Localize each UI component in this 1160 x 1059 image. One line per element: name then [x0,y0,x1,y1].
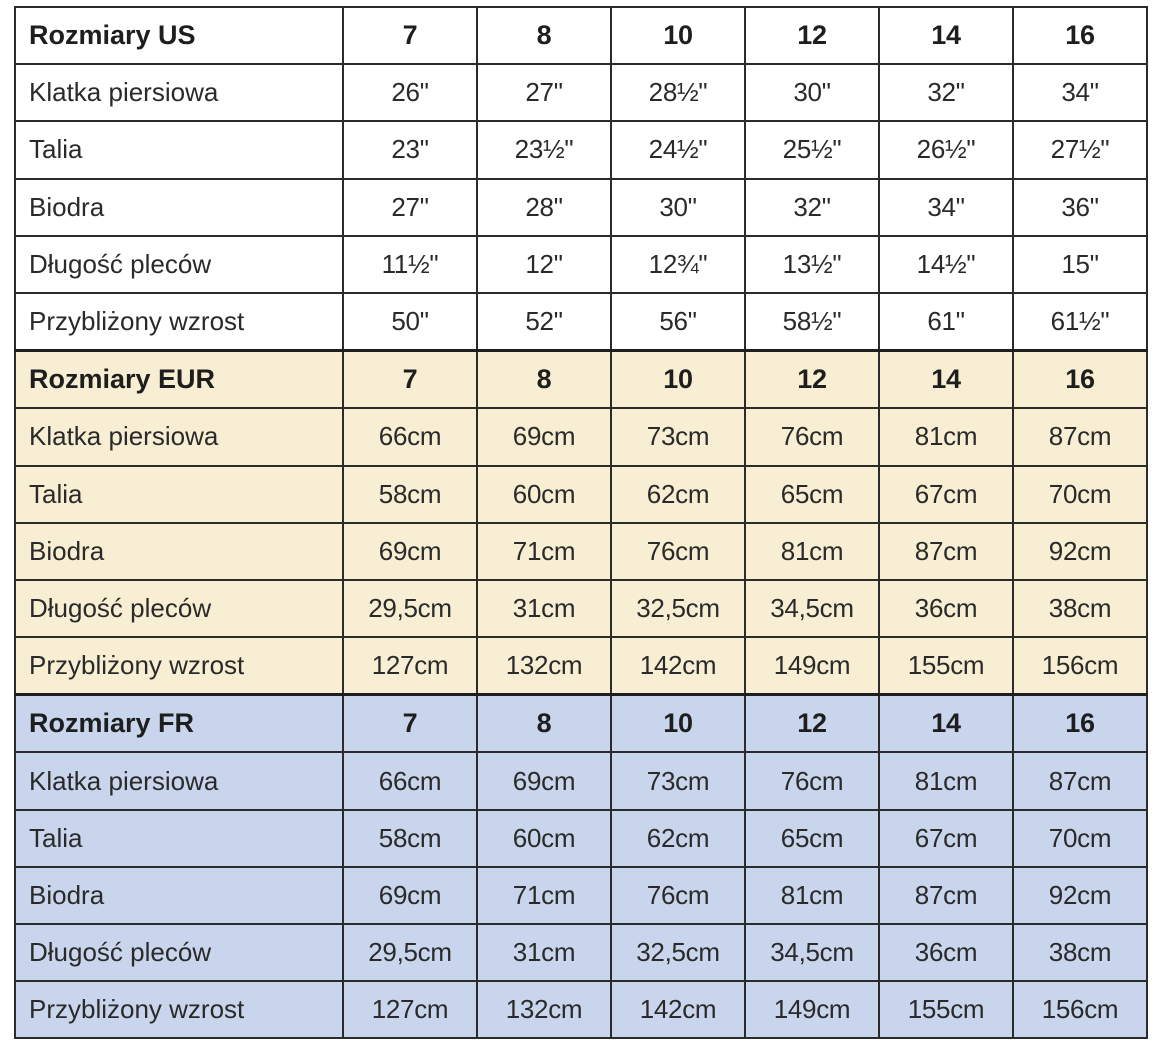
measurement-value: 34,5cm [745,580,879,637]
measurement-value: 58cm [343,810,477,867]
measurement-value: 92cm [1013,523,1147,580]
size-header-cell: 7 [343,7,477,64]
size-header-cell: 12 [745,695,879,753]
measurement-value: 92cm [1013,867,1147,924]
measurement-label: Talia [15,810,343,867]
measurement-value: 31cm [477,580,611,637]
measurement-value: 81cm [745,867,879,924]
measurement-value: 66cm [343,408,477,465]
measurement-value: 65cm [745,810,879,867]
measurement-value: 32" [879,64,1013,121]
measurement-label: Przybliżony wzrost [15,293,343,351]
measurement-value: 13½" [745,236,879,293]
size-header-cell: 7 [343,695,477,753]
measurement-value: 15" [1013,236,1147,293]
size-header-cell: 16 [1013,7,1147,64]
measurement-value: 87cm [879,523,1013,580]
measurement-label: Biodra [15,179,343,236]
section-heading: Rozmiary US [15,7,343,64]
measurement-value: 62cm [611,810,745,867]
measurement-value: 149cm [745,981,879,1038]
measurement-value: 132cm [477,981,611,1038]
size-header-cell: 10 [611,7,745,64]
measurement-value: 56" [611,293,745,351]
measurement-value: 67cm [879,810,1013,867]
measurement-value: 73cm [611,408,745,465]
measurement-value: 81cm [879,752,1013,809]
measurement-value: 60cm [477,810,611,867]
measurement-value: 61" [879,293,1013,351]
measurement-value: 38cm [1013,924,1147,981]
measurement-row [15,466,1147,523]
size-header-cell: 8 [477,695,611,753]
measurement-value: 27" [343,179,477,236]
measurement-value: 14½" [879,236,1013,293]
size-chart-body [15,7,1147,1038]
measurement-value: 69cm [477,752,611,809]
measurement-value: 11½" [343,236,477,293]
size-header-cell: 7 [343,351,477,409]
measurement-value: 156cm [1013,637,1147,695]
measurement-value: 142cm [611,637,745,695]
measurement-value: 34" [879,179,1013,236]
measurement-value: 127cm [343,981,477,1038]
size-header-cell: 14 [879,351,1013,409]
size-header-cell: 8 [477,7,611,64]
section-header-us [15,7,1147,64]
measurement-value: 62cm [611,466,745,523]
measurement-value: 36cm [879,580,1013,637]
measurement-row [15,752,1147,809]
section-header-eur [15,351,1147,409]
measurement-value: 34,5cm [745,924,879,981]
measurement-value: 25½" [745,121,879,178]
measurement-value: 156cm [1013,981,1147,1038]
measurement-label: Klatka piersiowa [15,408,343,465]
measurement-value: 132cm [477,637,611,695]
measurement-value: 71cm [477,523,611,580]
measurement-row [15,408,1147,465]
measurement-value: 127cm [343,637,477,695]
measurement-value: 23" [343,121,477,178]
measurement-value: 69cm [477,408,611,465]
measurement-value: 12" [477,236,611,293]
measurement-value: 142cm [611,981,745,1038]
measurement-label: Klatka piersiowa [15,752,343,809]
measurement-row [15,523,1147,580]
size-header-cell: 16 [1013,695,1147,753]
measurement-value: 87cm [879,867,1013,924]
measurement-row [15,179,1147,236]
measurement-value: 73cm [611,752,745,809]
measurement-value: 66cm [343,752,477,809]
section-heading: Rozmiary EUR [15,351,343,409]
section-header-fr [15,695,1147,753]
section-heading: Rozmiary FR [15,695,343,753]
measurement-value: 69cm [343,867,477,924]
measurement-value: 52" [477,293,611,351]
measurement-value: 29,5cm [343,924,477,981]
measurement-label: Talia [15,121,343,178]
size-header-cell: 14 [879,695,1013,753]
size-header-cell: 8 [477,351,611,409]
measurement-value: 12¾" [611,236,745,293]
measurement-value: 61½" [1013,293,1147,351]
measurement-value: 69cm [343,523,477,580]
measurement-value: 65cm [745,466,879,523]
measurement-value: 28½" [611,64,745,121]
measurement-row [15,293,1147,351]
measurement-row [15,637,1147,695]
measurement-value: 32,5cm [611,924,745,981]
measurement-value: 58½" [745,293,879,351]
measurement-value: 28" [477,179,611,236]
measurement-value: 50" [343,293,477,351]
measurement-row [15,580,1147,637]
measurement-row [15,981,1147,1038]
measurement-row [15,121,1147,178]
measurement-value: 71cm [477,867,611,924]
measurement-value: 87cm [1013,752,1147,809]
size-header-cell: 12 [745,351,879,409]
measurement-row [15,64,1147,121]
measurement-value: 76cm [611,523,745,580]
measurement-value: 30" [745,64,879,121]
size-header-cell: 10 [611,351,745,409]
measurement-label: Długość pleców [15,924,343,981]
measurement-value: 155cm [879,637,1013,695]
measurement-row [15,236,1147,293]
size-header-cell: 16 [1013,351,1147,409]
measurement-value: 32" [745,179,879,236]
measurement-value: 27" [477,64,611,121]
measurement-value: 34" [1013,64,1147,121]
measurement-label: Przybliżony wzrost [15,981,343,1038]
measurement-value: 76cm [745,408,879,465]
size-header-cell: 12 [745,7,879,64]
size-chart-table [14,6,1148,1039]
size-header-cell: 10 [611,695,745,753]
measurement-value: 58cm [343,466,477,523]
measurement-value: 149cm [745,637,879,695]
size-header-cell: 14 [879,7,1013,64]
measurement-value: 31cm [477,924,611,981]
measurement-label: Biodra [15,867,343,924]
measurement-value: 60cm [477,466,611,523]
measurement-label: Długość pleców [15,580,343,637]
measurement-value: 27½" [1013,121,1147,178]
measurement-value: 70cm [1013,810,1147,867]
measurement-value: 23½" [477,121,611,178]
measurement-value: 67cm [879,466,1013,523]
measurement-value: 32,5cm [611,580,745,637]
measurement-row [15,924,1147,981]
measurement-value: 87cm [1013,408,1147,465]
measurement-value: 29,5cm [343,580,477,637]
measurement-value: 36" [1013,179,1147,236]
measurement-value: 70cm [1013,466,1147,523]
measurement-value: 76cm [745,752,879,809]
measurement-value: 26" [343,64,477,121]
measurement-row [15,810,1147,867]
measurement-value: 26½" [879,121,1013,178]
measurement-value: 30" [611,179,745,236]
measurement-row [15,867,1147,924]
measurement-value: 38cm [1013,580,1147,637]
measurement-value: 81cm [879,408,1013,465]
measurement-label: Talia [15,466,343,523]
measurement-value: 36cm [879,924,1013,981]
measurement-value: 24½" [611,121,745,178]
measurement-value: 81cm [745,523,879,580]
measurement-label: Przybliżony wzrost [15,637,343,695]
measurement-value: 155cm [879,981,1013,1038]
measurement-label: Długość pleców [15,236,343,293]
measurement-label: Biodra [15,523,343,580]
measurement-label: Klatka piersiowa [15,64,343,121]
measurement-value: 76cm [611,867,745,924]
